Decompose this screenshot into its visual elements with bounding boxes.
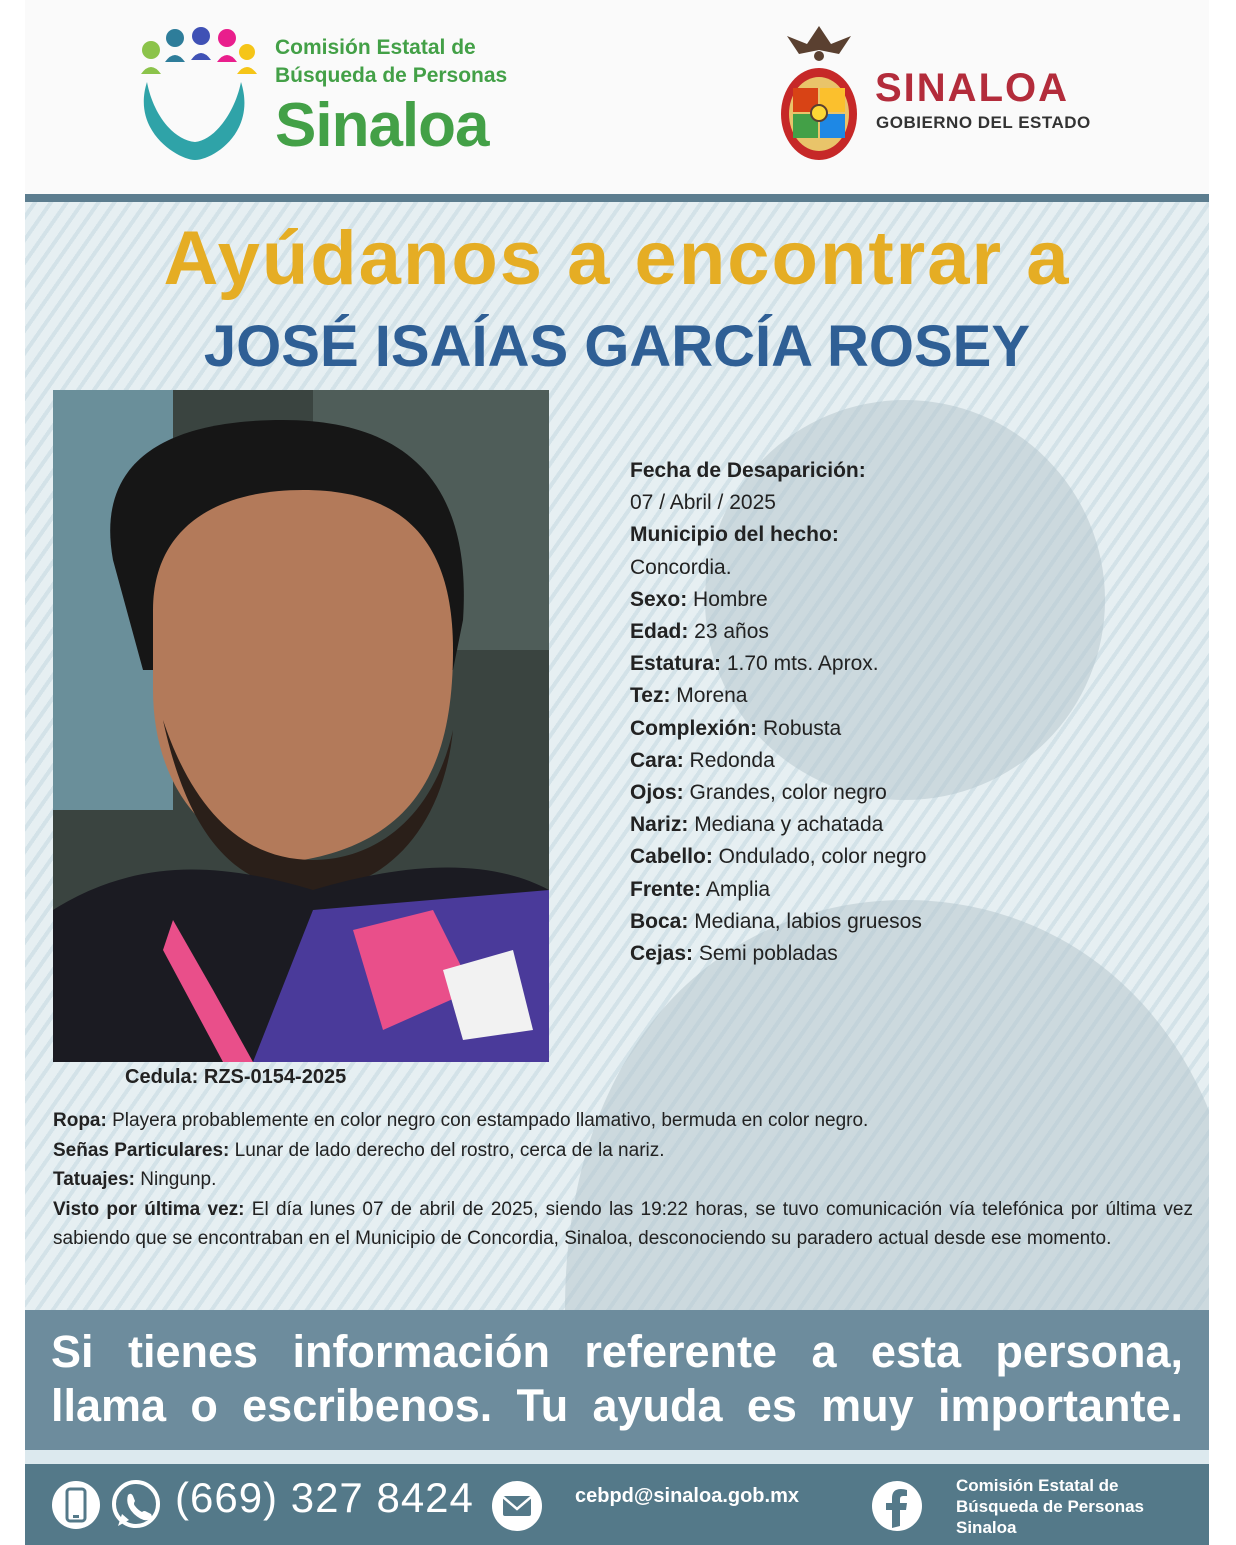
detail-label: Ojos: bbox=[630, 781, 684, 805]
detail-value: Semi pobladas bbox=[693, 942, 838, 966]
detail-row bbox=[630, 841, 926, 873]
photo-placeholder bbox=[53, 390, 549, 1062]
detail-paragraph bbox=[53, 1136, 1193, 1166]
detail-value: 23 años bbox=[688, 620, 769, 644]
detail-label: Visto por última vez: bbox=[53, 1198, 245, 1220]
contact-footer bbox=[25, 1464, 1209, 1545]
phone-number[interactable]: (669) 327 8424 bbox=[175, 1474, 474, 1521]
additional-details bbox=[53, 1106, 1193, 1254]
header-divider bbox=[25, 194, 1209, 202]
detail-row bbox=[630, 938, 926, 970]
detail-value: 07 / Abril / 2025 bbox=[630, 491, 776, 515]
detail-value: Morena bbox=[670, 684, 748, 708]
missing-person-photo bbox=[53, 390, 549, 1062]
detail-row bbox=[630, 519, 926, 551]
detail-row bbox=[630, 809, 926, 841]
detail-label: Señas Particulares: bbox=[53, 1139, 230, 1161]
detail-row bbox=[630, 648, 926, 680]
cta-line2: llama o escribenos. Tu ayuda es muy importante. bbox=[51, 1380, 1183, 1431]
detail-label: Frente: bbox=[630, 877, 702, 901]
gov-subtitle: GOBIERNO DEL ESTADO bbox=[876, 113, 1091, 132]
cedula-id: Cedula: RZS-0154-2025 bbox=[125, 1066, 347, 1088]
detail-value: El día lunes 07 de abril de 2025, siendo las 19:22 horas, se tuvo comunicación vía telefónica por última vez sabiendo que se encontraban en el Municipio de Concordia, Sinaloa, desconociendo su paradero actual desde ese momento. bbox=[53, 1198, 1194, 1249]
call-to-action-band bbox=[25, 1310, 1209, 1450]
search-poster bbox=[25, 0, 1209, 1545]
whatsapp-icon[interactable] bbox=[109, 1478, 163, 1532]
org-name-line3: Sinaloa bbox=[275, 91, 489, 160]
detail-value: Redonda bbox=[683, 748, 775, 772]
org-name-line1: Comisión Estatal de bbox=[275, 36, 476, 59]
detail-paragraph bbox=[53, 1195, 1193, 1254]
detail-label: Municipio del hecho: bbox=[630, 523, 839, 547]
detail-paragraph bbox=[53, 1106, 1193, 1136]
detail-value: Ondulado, color negro bbox=[712, 845, 927, 869]
fb-org-line3: Sinaloa bbox=[956, 1518, 1017, 1537]
detail-label: Complexión: bbox=[630, 716, 758, 740]
detail-row bbox=[630, 777, 926, 809]
fb-org-line2: Búsqueda de Personas bbox=[956, 1497, 1145, 1516]
detail-row bbox=[630, 874, 926, 906]
detail-row bbox=[630, 745, 926, 777]
state-seal-icon bbox=[777, 22, 861, 162]
detail-label: Boca: bbox=[630, 909, 689, 933]
detail-label: Estatura: bbox=[630, 652, 722, 676]
detail-label: Cabello: bbox=[630, 845, 713, 869]
facebook-icon[interactable] bbox=[871, 1480, 923, 1532]
detail-value: Mediana y achatada bbox=[688, 813, 884, 837]
detail-value: Grandes, color negro bbox=[683, 781, 887, 805]
mobile-phone-icon bbox=[51, 1480, 101, 1530]
detail-row bbox=[630, 680, 926, 712]
detail-label: Tatuajes: bbox=[53, 1169, 136, 1190]
detail-row bbox=[630, 584, 926, 616]
detail-value: Ningunp. bbox=[135, 1169, 217, 1190]
detail-label: Cejas: bbox=[630, 942, 694, 966]
detail-label: Cara: bbox=[630, 748, 684, 772]
physical-details bbox=[630, 455, 926, 970]
gov-name: SINALOA bbox=[875, 66, 1069, 110]
detail-row bbox=[630, 616, 926, 648]
detail-row bbox=[630, 552, 926, 584]
commission-logo-icon bbox=[129, 22, 259, 162]
detail-label: Sexo: bbox=[630, 587, 688, 611]
detail-row bbox=[630, 455, 926, 487]
email-icon bbox=[491, 1480, 543, 1532]
detail-row bbox=[630, 713, 926, 745]
detail-value: Amplia bbox=[701, 877, 771, 901]
cta-line1: Si tienes información referente a esta persona, bbox=[51, 1326, 1183, 1377]
missing-person-name: JOSÉ ISAÍAS GARCÍA ROSEY bbox=[203, 314, 1031, 379]
detail-row bbox=[630, 487, 926, 519]
org-name-line2: Búsqueda de Personas bbox=[275, 64, 508, 87]
detail-label: Nariz: bbox=[630, 813, 689, 837]
detail-label: Tez: bbox=[630, 684, 671, 708]
poster-header bbox=[25, 0, 1209, 194]
detail-paragraph bbox=[53, 1165, 1193, 1195]
detail-value: Lunar de lado derecho del rostro, cerca de la nariz. bbox=[229, 1139, 665, 1161]
detail-label: Ropa: bbox=[53, 1110, 107, 1131]
detail-row bbox=[630, 906, 926, 938]
band-divider bbox=[25, 1450, 1209, 1464]
detail-value: Hombre bbox=[687, 587, 768, 611]
detail-label: Fecha de Desaparición: bbox=[630, 459, 866, 482]
detail-value: Concordia. bbox=[630, 555, 732, 579]
facebook-page-name bbox=[956, 1475, 1144, 1538]
detail-value: Robusta bbox=[757, 716, 842, 740]
detail-value: Playera probablemente en color negro con estampado llamativo, bermuda en color negro. bbox=[106, 1110, 869, 1131]
detail-value: Mediana, labios gruesos bbox=[688, 909, 922, 933]
email-address[interactable]: cebpd@sinaloa.gob.mx bbox=[575, 1485, 799, 1507]
detail-label: Edad: bbox=[630, 620, 689, 644]
headline: Ayúdanos a encontrar a bbox=[163, 216, 1071, 301]
fb-org-line1: Comisión Estatal de bbox=[956, 1476, 1119, 1495]
detail-value: 1.70 mts. Aprox. bbox=[721, 652, 879, 676]
